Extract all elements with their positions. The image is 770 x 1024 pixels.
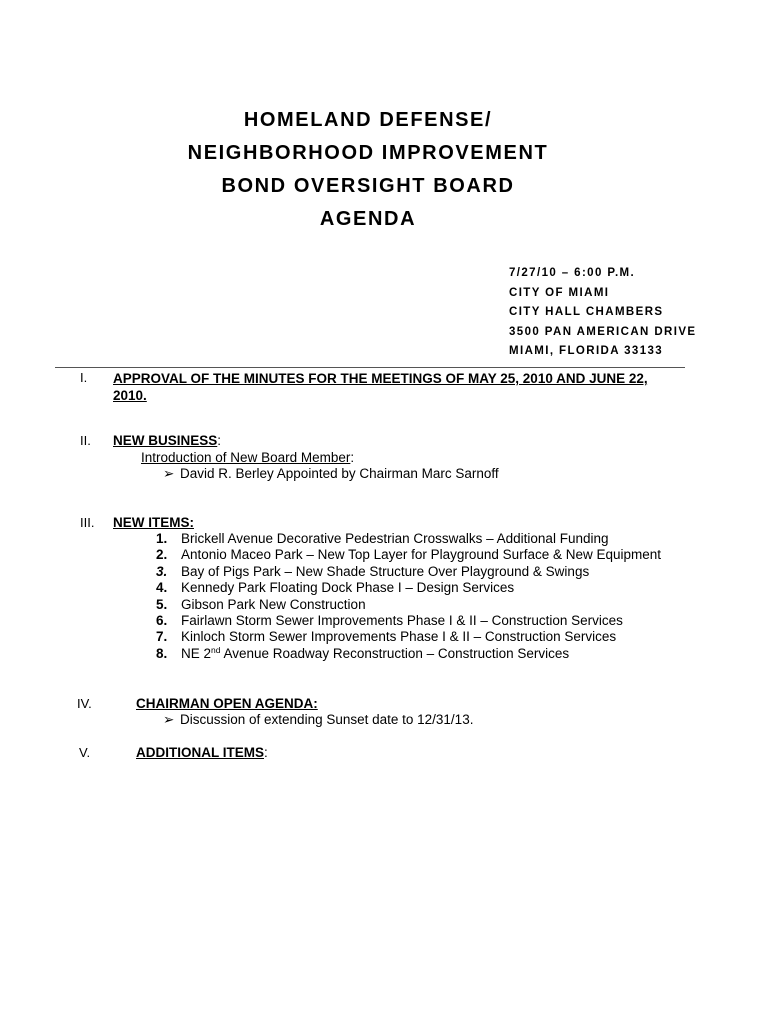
header-divider	[55, 367, 685, 368]
item-text: NE 2	[181, 645, 212, 661]
section-1-numeral: I.	[80, 370, 88, 385]
item-text: Kennedy Park Floating Dock Phase I – Design Services	[181, 580, 515, 596]
section-3-numeral: III.	[80, 515, 95, 530]
section-2-sub	[141, 450, 354, 467]
list-item	[156, 531, 661, 547]
title-line-2: NEIGHBORHOOD IMPROVEMENT	[187, 142, 549, 164]
item-text: Antonio Maceo Park – New Top Layer for Playground Surface & New Equipment	[181, 547, 662, 563]
title-line-4: AGENDA	[319, 208, 417, 230]
section-3-heading: NEW ITEMS:	[113, 515, 194, 530]
item-text: Brickell Avenue Decorative Pedestrian Crosswalks – Additional Funding	[181, 531, 609, 546]
item-number: 4.	[156, 580, 168, 596]
item-text-superscript: nd	[211, 644, 221, 655]
arrow-bullet-icon: ➢	[163, 712, 175, 727]
agenda-title	[0, 104, 736, 236]
title-line-1: HOMELAND DEFENSE/	[243, 109, 493, 131]
item-number: 2.	[156, 547, 168, 563]
item-number: 5.	[156, 596, 168, 612]
item-number: 3.	[156, 563, 168, 579]
list-item	[156, 613, 661, 629]
meeting-venue: CITY HALL CHAMBERS	[509, 306, 664, 318]
section-5-colon: :	[264, 745, 268, 760]
section-5-heading: ADDITIONAL ITEMS	[136, 745, 264, 760]
item-number: 7.	[156, 629, 168, 645]
meeting-city: CITY OF MIAMI	[509, 286, 610, 299]
section-2-colon: :	[217, 433, 222, 448]
meeting-datetime: 7/27/10 – 6:00 P.M.	[509, 267, 636, 279]
arrow-bullet-icon: ➢	[163, 466, 175, 481]
list-item	[156, 629, 661, 645]
section-2-numeral: II.	[80, 433, 91, 448]
section-2-heading: NEW BUSINESS	[113, 433, 218, 448]
list-item	[156, 547, 661, 563]
section-2-sub-colon: :	[350, 450, 355, 465]
section-2-bullet	[163, 466, 499, 483]
meeting-street: 3500 PAN AMERICAN DRIVE	[509, 325, 697, 338]
section-5-numeral: V.	[79, 745, 91, 760]
section-1-heading: APPROVAL OF THE MINUTES FOR THE MEETINGS OF MAY 25, 2010 AND JUNE 22, 2010.	[113, 371, 648, 403]
item-number: 6.	[156, 612, 168, 628]
list-item	[156, 597, 661, 613]
section-5-heading-line	[136, 745, 268, 762]
section-2-sub-label: Introduction of New Board Member	[141, 450, 351, 465]
item-number: 8.	[156, 645, 168, 661]
item-text: Fairlawn Storm Sewer Improvements Phase I & II – Construction Services	[181, 612, 623, 628]
list-item	[156, 564, 661, 580]
item-number: 1.	[156, 531, 168, 546]
section-4-heading: CHAIRMAN OPEN AGENDA:	[136, 696, 318, 711]
section-2-heading-line	[113, 433, 221, 450]
new-items-list	[156, 531, 661, 662]
section-2-bullet-text: David R. Berley Appointed by Chairman Marc Sarnoff	[180, 466, 499, 481]
item-text-rest: Avenue Roadway Reconstruction – Construction Services	[220, 645, 570, 661]
list-item	[156, 580, 661, 596]
item-text: Bay of Pigs Park – New Shade Structure Over Playground & Swings	[181, 563, 590, 579]
item-text: Kinloch Storm Sewer Improvements Phase I & II – Construction Services	[181, 629, 617, 645]
section-4-bullet-text: Discussion of extending Sunset date to 12/31/13.	[180, 712, 474, 727]
section-4-bullet	[163, 712, 473, 729]
section-4-numeral: IV.	[77, 696, 92, 711]
meeting-citystate: MIAMI, FLORIDA 33133	[509, 345, 664, 357]
title-line-3: BOND OVERSIGHT BOARD	[221, 175, 515, 197]
item-text: Gibson Park New Construction	[181, 596, 366, 612]
meeting-info	[509, 264, 696, 362]
list-item	[156, 646, 661, 662]
